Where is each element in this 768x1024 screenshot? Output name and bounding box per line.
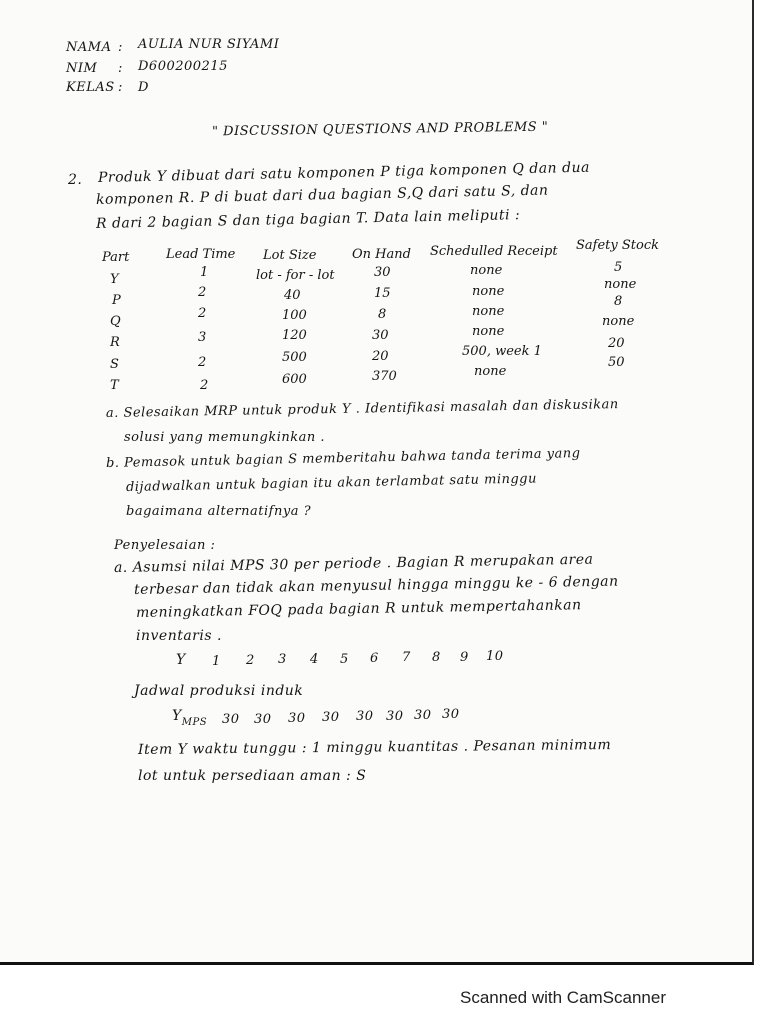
table-cell-safety-stock: none — [604, 277, 637, 292]
table-cell-scheduled-receipt: none — [470, 263, 503, 278]
mps-value: 30 — [356, 709, 374, 724]
question-b-line-3: bagaimana alternatifnya ? — [126, 504, 312, 519]
nama-sep: : — [118, 40, 123, 55]
mps-value: 30 — [322, 710, 340, 725]
table-cell-on-hand: 30 — [374, 265, 391, 280]
question-a-line-2: solusi yang memungkinkan . — [124, 430, 325, 445]
mps-value: 30 — [222, 712, 240, 727]
solution-a-line-4: inventaris . — [136, 628, 222, 644]
table-cell-on-hand: 20 — [372, 349, 389, 364]
table-cell-safety-stock: 50 — [608, 355, 625, 370]
kelas-value: D — [138, 80, 149, 95]
mps-value: 30 — [254, 712, 272, 727]
table-cell-part: S — [110, 357, 119, 372]
table-header-lot-size: Lot Size — [263, 248, 317, 263]
period-number: 6 — [370, 651, 379, 666]
table-cell-lot-size: 120 — [282, 328, 307, 343]
problem-line-1: Produk Y dibuat dari satu komponen P tiga komponen Q dan dua — [97, 159, 591, 186]
solution-a-line-2: terbesar dan tidak akan menyusul hingga minggu ke - 6 dengan — [133, 573, 619, 598]
problem-line-2: komponen R. P di buat dari dua bagian S,Q dari satu S, dan — [95, 182, 549, 208]
question-a-line-1: a. Selesaikan MRP untuk produk Y . Identifikasi masalah dan diskusikan — [105, 397, 619, 421]
table-cell-safety-stock: 20 — [608, 336, 625, 351]
period-number: 7 — [402, 650, 411, 665]
mps-value: 30 — [414, 708, 432, 723]
period-number: 2 — [246, 653, 255, 668]
solution-a-line-3: meningkatkan FOQ pada bagian R untuk mempertahankan — [135, 597, 582, 621]
table-cell-lot-size: 100 — [282, 308, 307, 323]
table-cell-scheduled-receipt: none — [472, 324, 505, 339]
mps-row-letter: Y — [172, 708, 182, 724]
nim-label: NIM — [66, 61, 98, 76]
table-cell-safety-stock: 8 — [614, 294, 623, 309]
table-cell-on-hand: 370 — [372, 369, 397, 384]
table-cell-scheduled-receipt: none — [474, 364, 507, 379]
solution-a-line-1: a. Asumsi nilai MPS 30 per periode . Bagian R merupakan area — [113, 551, 594, 576]
period-number: 9 — [460, 650, 469, 665]
nim-value: D600200215 — [138, 59, 228, 74]
period-number: 8 — [432, 650, 441, 665]
table-cell-safety-stock: 5 — [614, 260, 623, 275]
kelas-sep: : — [118, 80, 123, 95]
table-cell-scheduled-receipt: none — [472, 284, 505, 299]
period-number: 10 — [486, 649, 504, 664]
table-header-part: Part — [102, 250, 130, 265]
table-cell-lot-size: lot - for - lot — [256, 268, 335, 283]
table-cell-scheduled-receipt: none — [472, 304, 505, 319]
table-cell-lot-size: 500 — [282, 350, 307, 365]
mps-row-subscript: MPS — [181, 717, 208, 728]
page-title: " DISCUSSION QUESTIONS AND PROBLEMS " — [211, 119, 549, 140]
problem-number: 2. — [68, 172, 83, 188]
period-number: 3 — [278, 652, 287, 667]
table-cell-on-hand: 8 — [378, 307, 387, 322]
table-cell-lead-time: 2 — [198, 285, 207, 300]
nama-label: NAMA — [66, 40, 112, 55]
table-cell-part: R — [110, 335, 120, 350]
table-header-safety-stock: Safety Stock — [576, 238, 659, 253]
nim-sep: : — [118, 61, 123, 76]
table-header-on-hand: On Hand — [352, 247, 411, 262]
mps-row-label — [172, 708, 208, 728]
table-cell-on-hand: 30 — [372, 328, 389, 343]
question-b-line-2: dijadwalkan untuk bagian itu akan terlambat satu minggu — [125, 471, 538, 495]
mps-heading: Jadwal produksi induk — [134, 683, 304, 699]
problem-line-3: R dari 2 bagian S dan tiga bagian T. Data lain meliputi : — [95, 207, 521, 232]
mps-value: 30 — [386, 709, 404, 724]
period-number: 5 — [340, 652, 349, 667]
period-number: 1 — [212, 654, 221, 669]
table-cell-lead-time: 3 — [198, 330, 207, 345]
item-note-line-1: Item Y waktu tunggu : 1 minggu kuantitas . Pesanan minimum — [137, 737, 612, 758]
table-cell-on-hand: 15 — [374, 286, 391, 301]
table-cell-part: Y — [110, 272, 119, 287]
table-cell-lead-time: 2 — [198, 306, 207, 321]
table-cell-safety-stock: none — [602, 314, 635, 329]
table-header-scheduled-receipt: Schedulled Receipt — [430, 244, 558, 259]
question-b-line-1: b. Pemasok untuk bagian S memberitahu bahwa tanda terima yang — [105, 446, 581, 471]
mps-value: 30 — [442, 707, 460, 722]
table-header-lead-time: Lead Time — [166, 247, 236, 262]
table-cell-lead-time: 2 — [200, 378, 209, 393]
kelas-label: KELAS — [66, 80, 115, 95]
table-cell-lot-size: 40 — [284, 288, 301, 303]
item-note-line-2: lot untuk persediaan aman : S — [138, 768, 367, 784]
table-cell-lead-time: 2 — [198, 355, 207, 370]
period-number: 4 — [310, 652, 319, 667]
table-cell-lead-time: 1 — [200, 265, 209, 280]
camscanner-watermark: Scanned with CamScanner — [460, 988, 667, 1007]
period-row-label: Y — [176, 652, 186, 668]
table-cell-part: P — [112, 293, 121, 308]
nama-value: AULIA NUR SIYAMI — [138, 37, 280, 52]
solution-heading: Penyelesaian : — [114, 538, 216, 553]
table-cell-part: T — [110, 378, 119, 393]
mps-value: 30 — [288, 711, 306, 726]
table-cell-lot-size: 600 — [282, 372, 307, 387]
table-cell-scheduled-receipt: 500, week 1 — [462, 344, 542, 359]
table-cell-part: Q — [110, 314, 121, 329]
